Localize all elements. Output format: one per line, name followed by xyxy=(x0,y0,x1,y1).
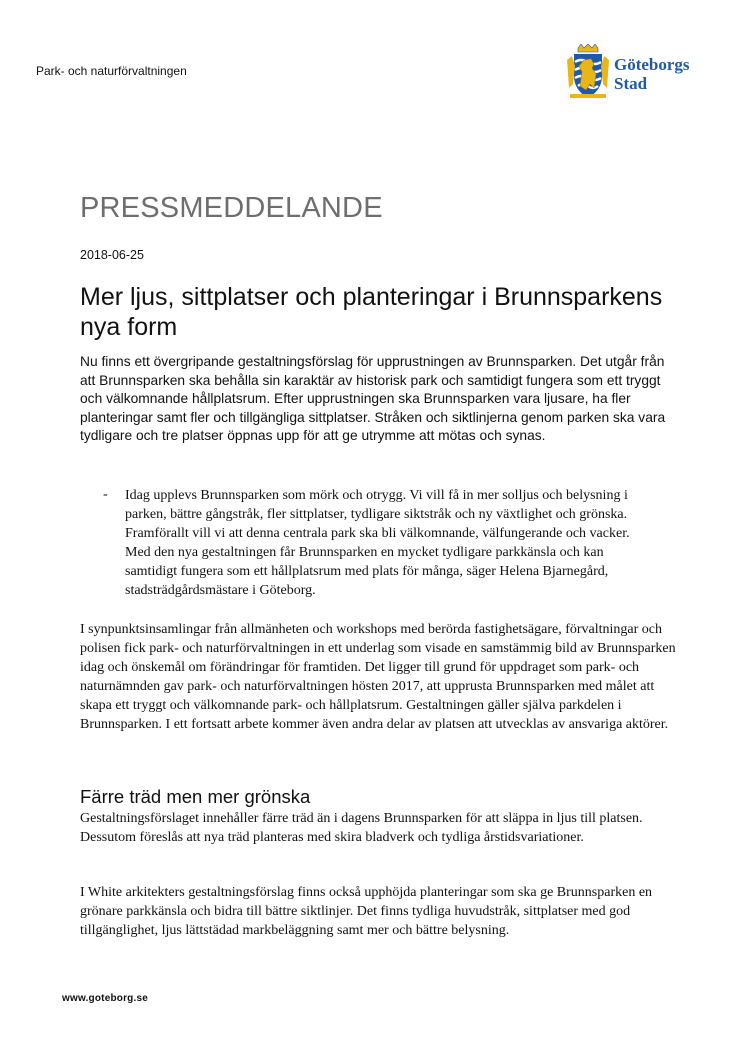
logo-wordmark-line2: Stad xyxy=(614,74,648,93)
quote-paragraph: Idag upplevs Brunnsparken som mörk och otrygg. Vi vill få in mer solljus och belysning i parken, bättre gångstråk, fler sittplatser, tydligare siktstråk och ny växtlighet och grönska. Framförallt vill vi att denna centrala park ska bli välkomnande, välfungerande och vacker. Med den nya gestaltningen får Brunnsparken en mycket tydligare parkkänsla och kan samtidigt fungera som ett hållplatsrum med plats för många, säger Helena Bjarnegård, stadsträdgårdsmästare i Göteborg. xyxy=(125,488,630,598)
footer-website: www.goteborg.se xyxy=(62,993,148,1004)
logo-wordmark-line1: Göteborgs xyxy=(614,55,690,74)
lead-paragraph: Nu finns ett övergripande gestaltningsförslag för upprustningen av Brunnsparken. Det utgår från att Brunnsparken ska behålla sin karaktär av historisk park och samtidigt fungera som ett tryggt och välkomnande hållplatsrum. Efter upprustningen ska Brunnsparken vara ljusare, ha fler planteringar samt fler och tillgängliga sittplatser. Stråken och siktlinjerna genom parken ska vara tydligare och tre platser öppnas upp för att ge utrymme att mötas och synas. xyxy=(80,354,666,444)
press-release-title: Mer ljus, sittplatser och planteringar i Brunnsparkens nya form xyxy=(80,283,663,341)
city-coat-of-arms-icon xyxy=(566,44,610,100)
section-subheading: Färre träd men mer grönska xyxy=(80,786,311,807)
document-heading: PRESSMEDDELANDE xyxy=(80,192,383,224)
body-paragraph-1: I synpunktsinsamlingar från allmänheten och workshops med berörda fastighetsägare, förvaltningar och polisen fick park- och naturförvaltningen in ett underlag som visade en samstämmig bild av Brunnsparken idag och önskemål om förändringar för framtiden. Det ligger till grund för uppdraget som park- och naturnämnden gav park- och naturförvaltningen hösten 2017, att upprusta Brunnsparken med målet att skapa ett tryggt och välkomnande park- och hållplatsrum. Gestaltningen gäller själva parkdelen i Brunnsparken. I ett fortsatt arbete kommer även andra delar av platsen att utvecklas av ansvariga aktörer. xyxy=(80,622,676,732)
body-paragraph-3: I White arkitekters gestaltningsförslag finns också upphöjda planteringar som ska ge Brunnsparken en grönare parkkänsla och bidra till bättre siktlinjer. Det finns tydliga huvudstråk, sittplatser med god tillgänglighet, ljus lättstädad markbeläggning samt mer och bättre belysning. xyxy=(80,885,653,938)
release-date: 2018-06-25 xyxy=(80,248,144,262)
body-paragraph-2: Gestaltningsförslaget innehåller färre träd än i dagens Brunnsparken för att släppa in ljus till platsen. Dessutom föreslås att nya träd planteras med skira bladverk och tydliga årstidsvariationer. xyxy=(80,811,643,845)
department-name: Park- och naturförvaltningen xyxy=(36,64,187,78)
city-logo xyxy=(566,44,726,100)
quote-dash: - xyxy=(103,487,108,502)
logo-wordmark xyxy=(614,55,724,93)
